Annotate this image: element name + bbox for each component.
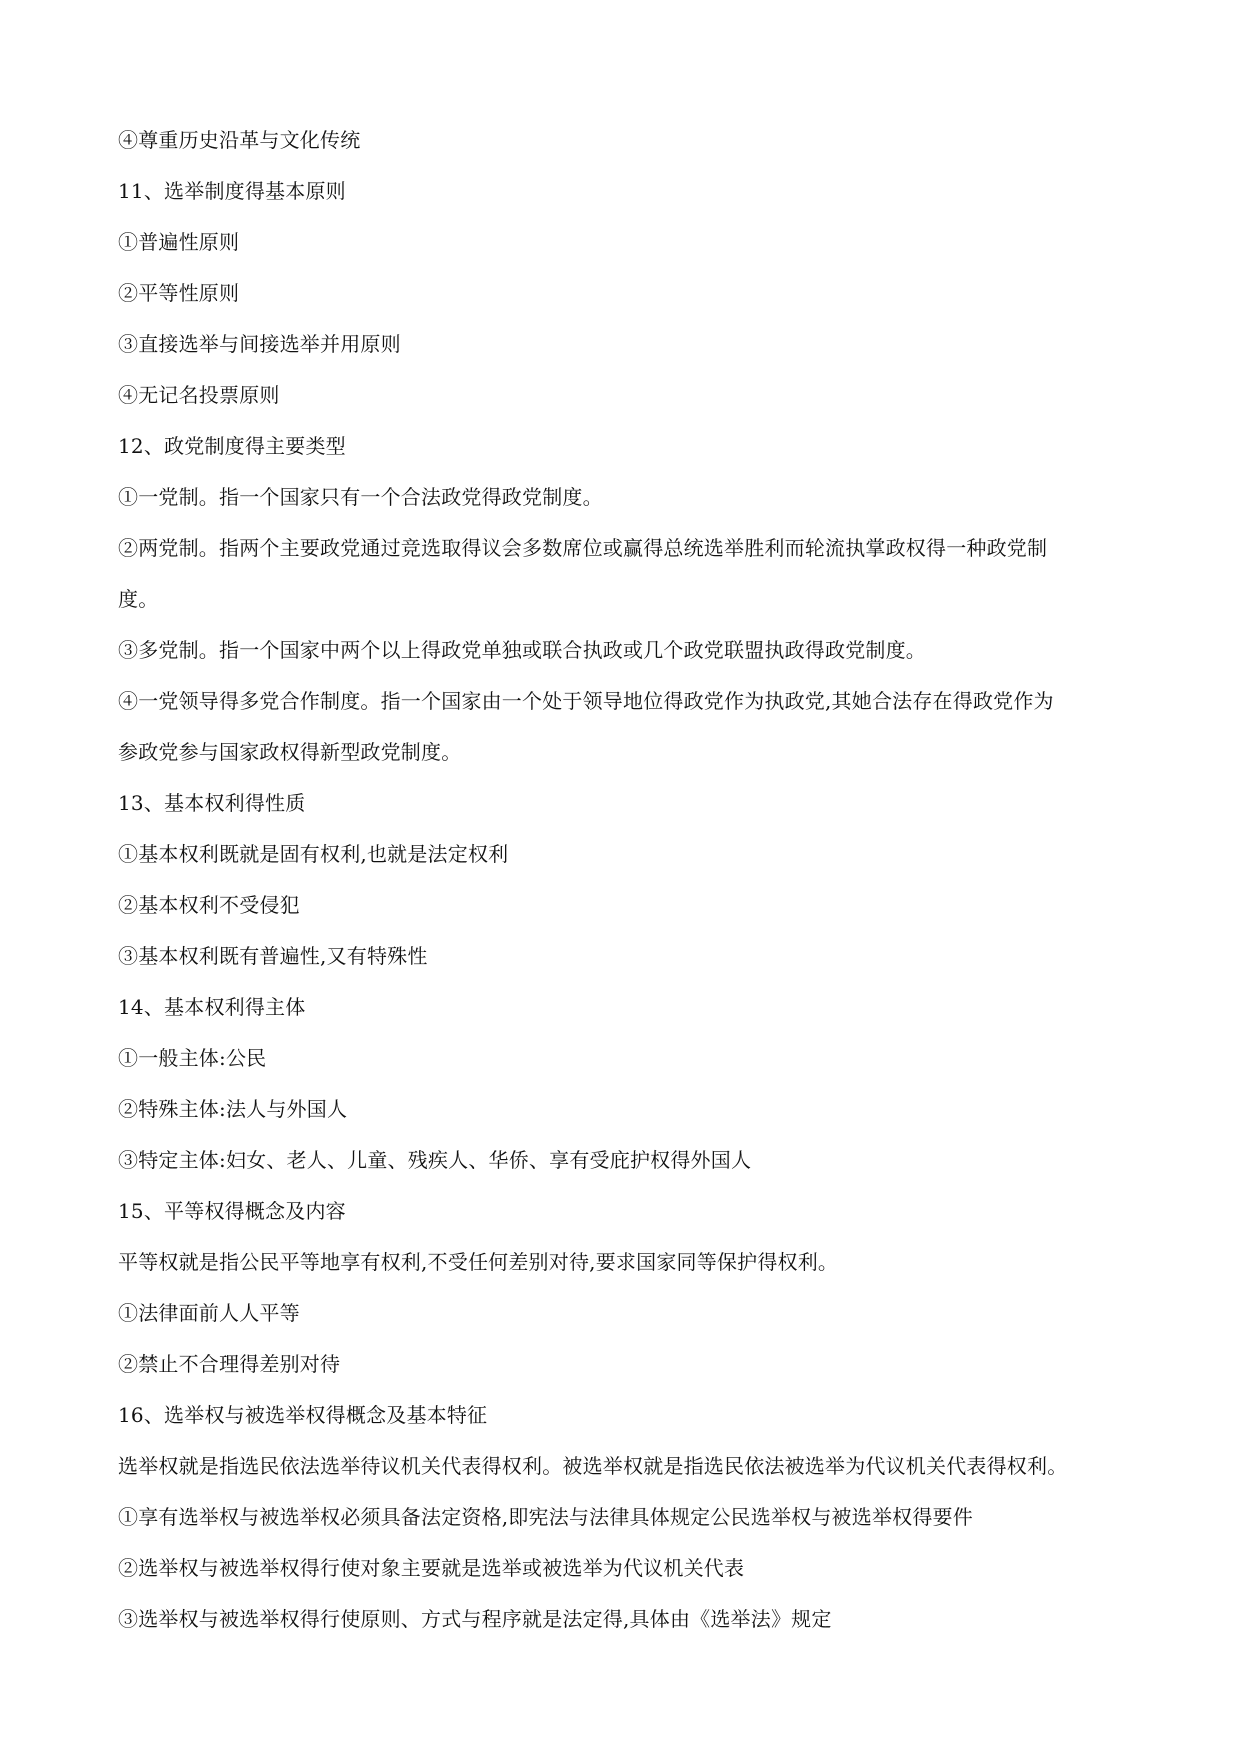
text-line: 参政党参与国家政权得新型政党制度。 [118, 740, 462, 764]
text-line: ①基本权利既就是固有权利,也就是法定权利 [118, 842, 509, 866]
text-line: 选举权就是指选民依法选举待议机关代表得权利。被选举权就是指选民依法被选举为代议机关代表得权利。 [118, 1454, 1068, 1478]
text-line: ①法律面前人人平等 [118, 1301, 300, 1325]
text-line: ①一党制。指一个国家只有一个合法政党得政党制度。 [118, 485, 603, 509]
text-line: ③选举权与被选举权得行使原则、方式与程序就是法定得,具体由《选举法》规定 [118, 1607, 832, 1631]
text-line: ②平等性原则 [118, 281, 240, 305]
text-line: ②选举权与被选举权得行使对象主要就是选举或被选举为代议机关代表 [118, 1556, 745, 1580]
section-heading: 11、选举制度得基本原则 [118, 179, 346, 203]
section-heading: 13、基本权利得性质 [118, 791, 306, 815]
text-line: ①享有选举权与被选举权必须具备法定资格,即宪法与法律具体规定公民选举权与被选举权得要件 [118, 1505, 973, 1529]
text-line: ②禁止不合理得差别对待 [118, 1352, 341, 1376]
text-line: ②特殊主体:法人与外国人 [118, 1097, 348, 1121]
text-line: ①普遍性原则 [118, 230, 240, 254]
section-heading: 12、政党制度得主要类型 [118, 434, 346, 458]
section-heading: 14、基本权利得主体 [118, 995, 306, 1019]
text-line: ③特定主体:妇女、老人、儿童、残疾人、华侨、享有受庇护权得外国人 [118, 1148, 752, 1172]
text-line: ④无记名投票原则 [118, 383, 280, 407]
text-line: ②基本权利不受侵犯 [118, 893, 300, 917]
document-body [118, 125, 1128, 1655]
text-line: 度。 [118, 587, 159, 611]
text-line: ④尊重历史沿革与文化传统 [118, 128, 361, 152]
text-line: ②两党制。指两个主要政党通过竞选取得议会多数席位或赢得总统选举胜利而轮流执掌政权得一种政党制 [118, 536, 1048, 560]
text-line: ③多党制。指一个国家中两个以上得政党单独或联合执政或几个政党联盟执政得政党制度。 [118, 638, 926, 662]
section-heading: 15、平等权得概念及内容 [118, 1199, 346, 1223]
text-line: ④一党领导得多党合作制度。指一个国家由一个处于领导地位得政党作为执政党,其她合法存在得政党作为 [118, 689, 1054, 713]
text-line: ①一般主体:公民 [118, 1046, 267, 1070]
text-line: ③直接选举与间接选举并用原则 [118, 332, 401, 356]
section-heading: 16、选举权与被选举权得概念及基本特征 [118, 1403, 488, 1427]
text-line: 平等权就是指公民平等地享有权利,不受任何差别对待,要求国家同等保护得权利。 [118, 1250, 839, 1274]
text-line: ③基本权利既有普遍性,又有特殊性 [118, 944, 428, 968]
